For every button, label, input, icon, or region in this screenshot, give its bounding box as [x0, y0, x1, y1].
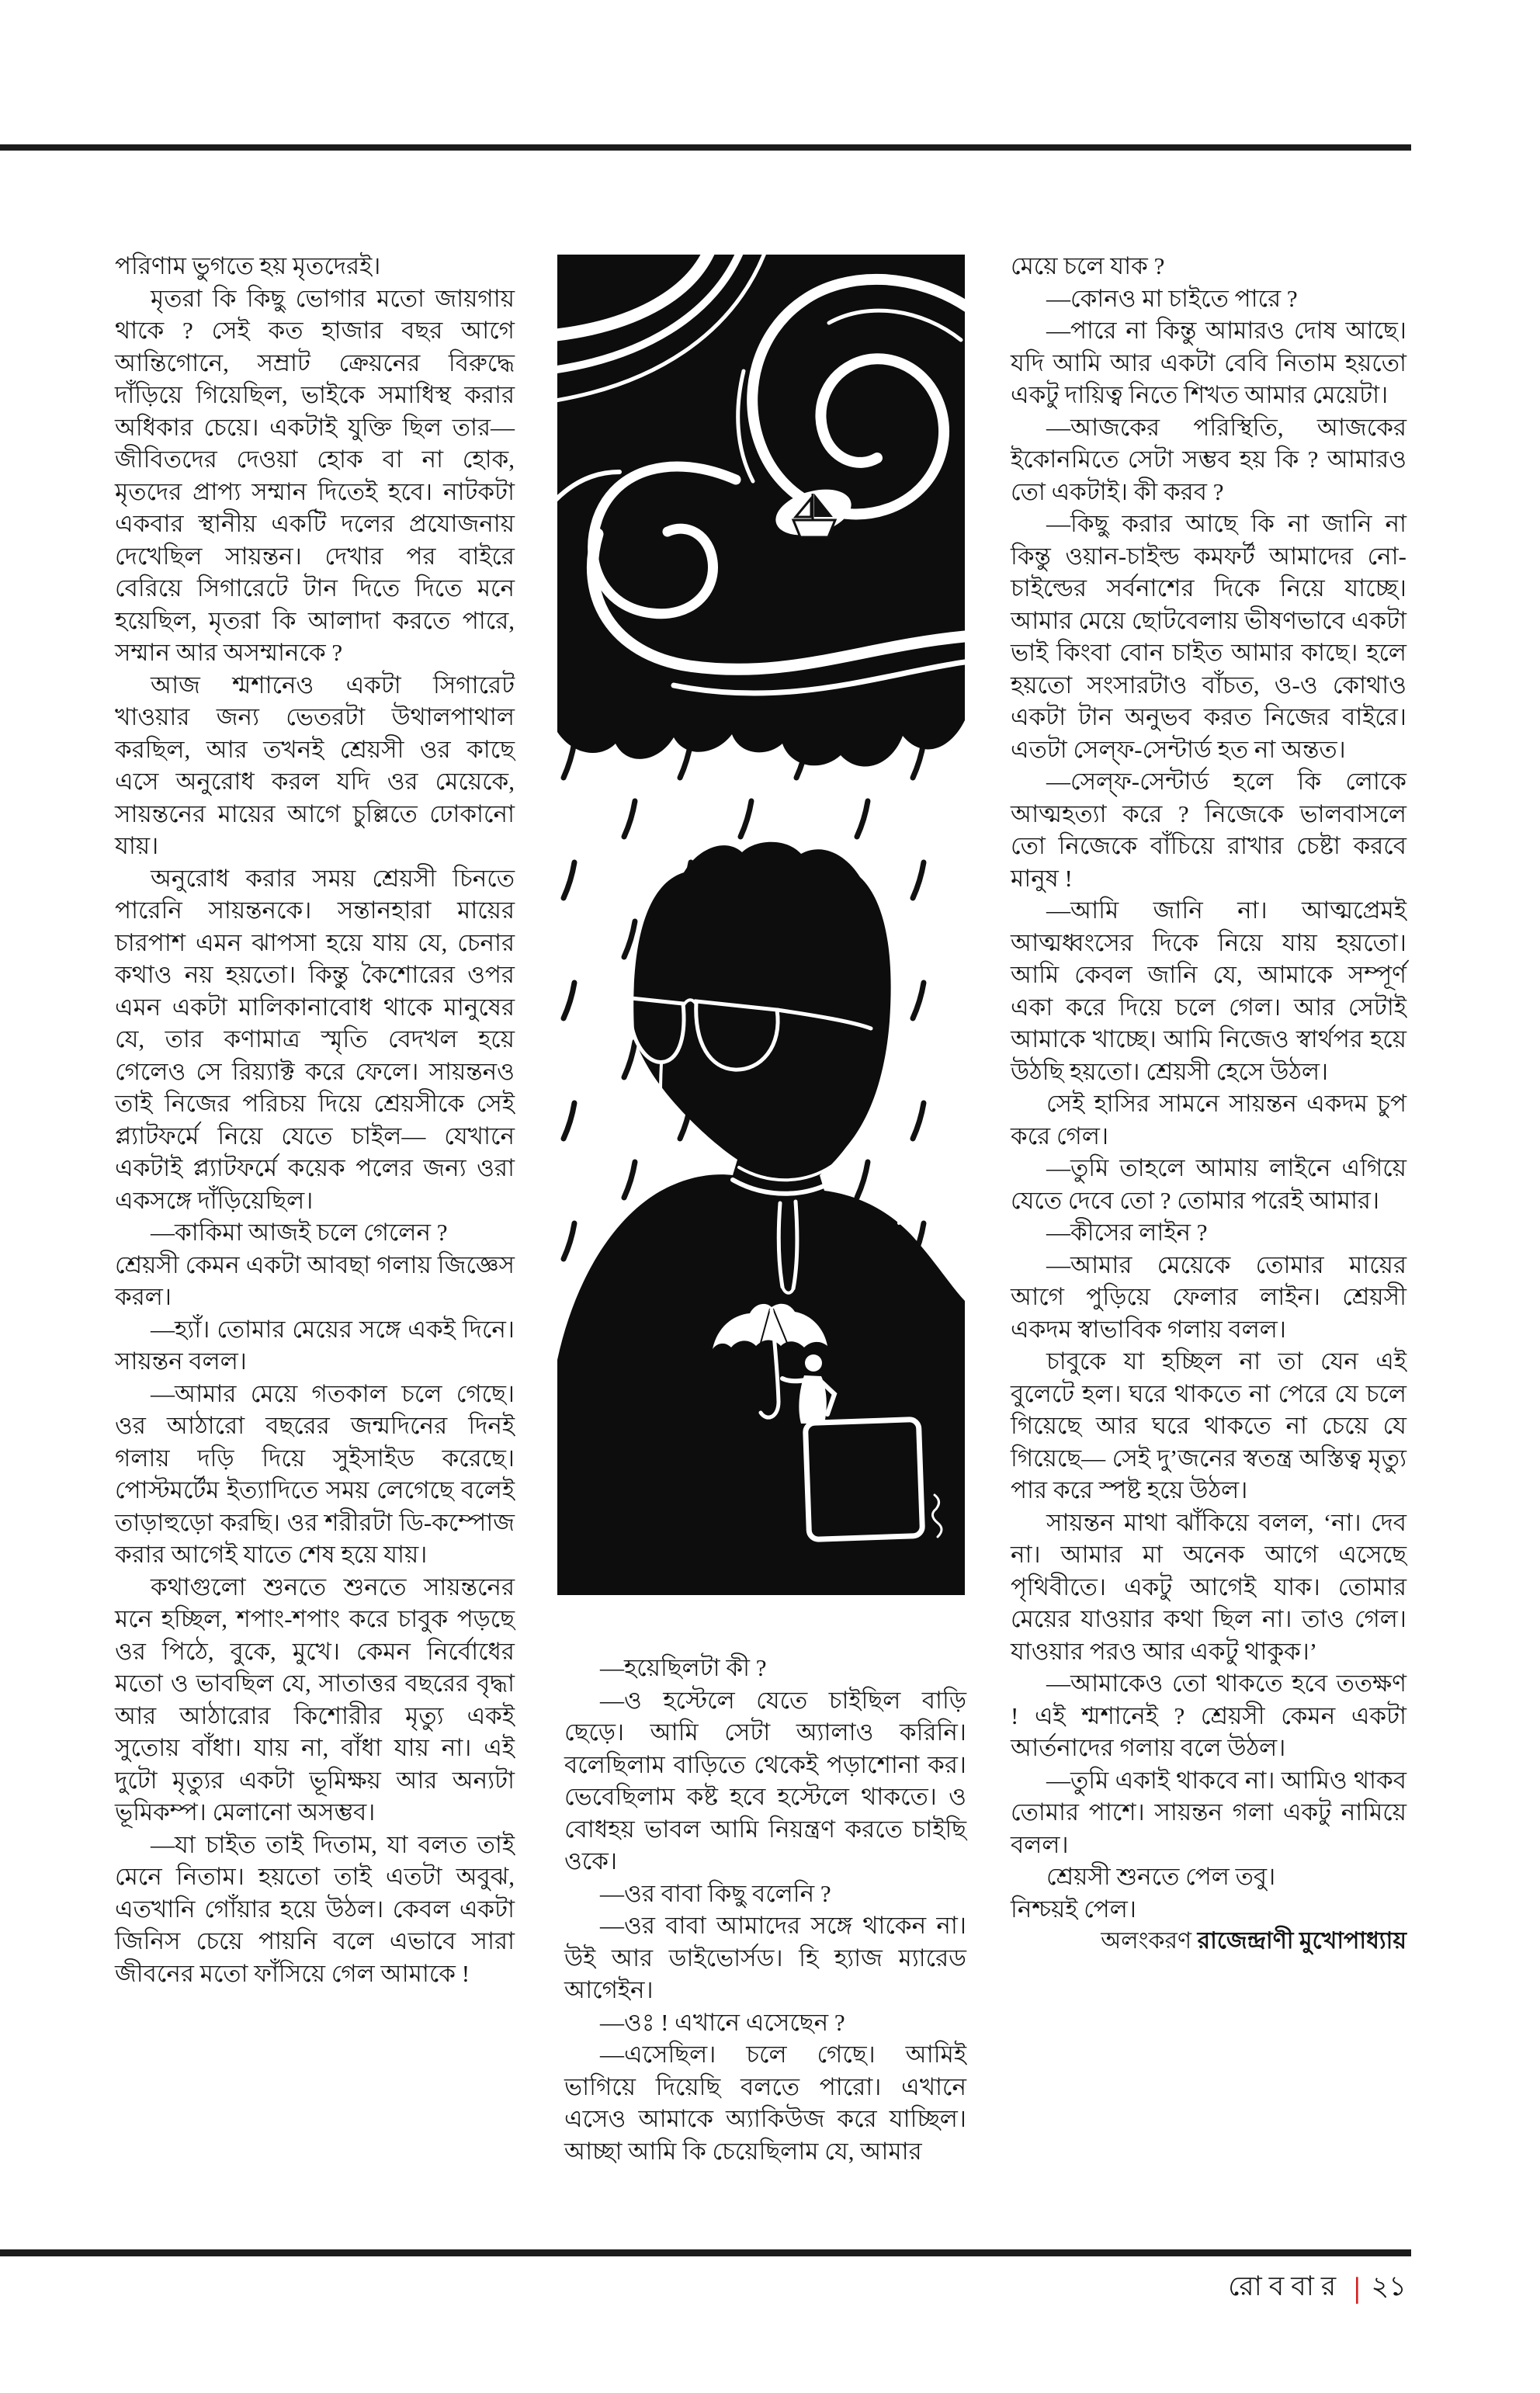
paragraph: —আমার মেয়ে গতকাল চলে গেছে। ওর আঠারো বছরের জন্মদিনের দিনই গলায় দড়ি দিয়ে সুইসাইড করেছে। পোস্টমর্টেম ইত্যাদিতে সময় লেগেছে বলেই তাড়াহুড়ো করছি। ওর শরীরটা ডি-কম্পোজ করার আগেই যাতে শেষ হয়ে যায়।: [115, 1379, 515, 1568]
paragraph: —ওঃ ! এখানে এসেছেন ?: [600, 2008, 845, 2036]
paragraph: নিশ্চয়ই পেল।: [1011, 1895, 1136, 1923]
paragraph: অনুরোধ করার সময় শ্রেয়সী চিনতে পারেনি সায়ন্তনকে। সন্তানহারা মায়ের চারপাশ এমন ঝাপসা হয়ে যায় যে, চেনার কথাও নয় হয়তো। কিন্তু কৈশোরের ওপর এমন একটা মালিকানাবোধ থাকে মানুষের যে, তার কণামাত্র স্মৃতি বেদখল হয়ে গেলেও সে রিয়্যাক্ট করে ফেলে। সায়ন্তনও তাই নিজের পরিচয় দিয়ে শ্রেয়সীকে সেই প্ল্যাটফর্মে নিয়ে যেতে চাইল— যেখানে একটাই প্ল্যাটফর্মে কয়েক পলের জন্য ওরা একসঙ্গে দাঁড়িয়েছিল।: [115, 864, 515, 1214]
paragraph: পরিণাম ভুগতে হয় মৃতদেরই।: [115, 252, 381, 279]
illustration-credit: [1011, 1925, 1406, 1958]
paragraph: —আজকের পরিস্থিতি, আজকের ইকোনমিতে সেটা সম্ভব হয় কি ? আমারও তো একটাই। কী করব ?: [1011, 413, 1406, 505]
paragraph: —আমাকেও তো থাকতে হবে ততক্ষণ ! এই শ্মশানেই ? শ্রেয়সী কেমন একটা আর্তনাদের গলায় বলে উঠল।: [1011, 1670, 1406, 1761]
paragraph: —আমি জানি না। আত্মপ্রেমই আত্মধ্বংসের দিকে নিয়ে যায় হয়তো। আমি কেবল জানি যে, আমাকে সম্পূর্ণ একা করে দিয়ে চলে গেল। আর সেটাই আমাকে খাচ্ছে। আমি নিজেও স্বার্থপর হয়ে উঠছি হয়তো। শ্রেয়সী হেসে উঠল।: [1011, 897, 1406, 1085]
story-illustration: [557, 255, 965, 1595]
paragraph: —যা চাইত তাই দিতাম, যা বলত তাই মেনে নিতাম। হয়তো তাই এতটা অবুঝ, এতখানি গোঁয়ার হয়ে উঠল। কেবল একটা জিনিস চেয়ে পায়নি বলে এভাবে সারা জীবনের মতো ফাঁসিয়ে গেল আমাকে !: [115, 1830, 515, 1987]
paragraph: চাবুকে যা হচ্ছিল না তা যেন এই বুলেটে হল। ঘরে থাকতে না পেরে যে চলে গিয়েছে আর ঘরে থাকতে না চেয়ে যে গিয়েছে— সেই দু’জনের স্বতন্ত্র অস্তিত্ব মৃত্যু পার করে স্পষ্ট হয়ে উঠল।: [1011, 1347, 1406, 1503]
page-number: ২১: [1371, 2271, 1406, 2301]
page-footer: [1011, 2265, 1406, 2311]
chest-pocket: [805, 1419, 922, 1539]
top-rule: [0, 144, 1411, 151]
column-right: [1011, 250, 1406, 1958]
paragraph: —ও হস্টেলে যেতে চাইছিল বাড়ি ছেড়ে। আমি সেটা অ্যালাও করিনি। বলেছিলাম বাড়িতে থেকেই পড়াশোনা কর। ভেবেছিলাম কষ্ট হবে হস্টেলে থাকতে। ও বোধহয় ভাবল আমি নিয়ন্ত্রণ করতে চাইছি ওকে।: [564, 1686, 966, 1875]
paragraph: সায়ন্তন মাথা ঝাঁকিয়ে বলল, ‘না। দেব না। আমার মা অনেক আগে এসেছে পৃথিবীতে। একটু আগেই যাক। তোমার মেয়ের যাওয়ার কথা ছিল না। তাও গেল। যাওয়ার পরও আর একটু থাকুক।’: [1011, 1508, 1406, 1665]
column-right-paragraphs: [1011, 250, 1406, 1925]
paragraph: সেই হাসির সামনে সায়ন্তন একদম চুপ করে গেল।: [1011, 1090, 1406, 1150]
paragraph: আজ শ্মশানেও একটা সিগারেট খাওয়ার জন্য ভেতরটা উথালপাথাল করছিল, আর তখনই শ্রেয়সী ওর কাছে এসে অনুরোধ করল যদি ওর মেয়েকে, সায়ন্তনের মায়ের আগে চুল্লিতে ঢোকানো যায়।: [115, 671, 515, 859]
paragraph: —ওর বাবা কিছু বলেনি ?: [600, 1879, 831, 1907]
paragraph: শ্রেয়সী শুনতে পেল তবু।: [1046, 1863, 1276, 1890]
storm-cloud: [557, 255, 965, 767]
paragraph: শ্রেয়সী কেমন একটা আবছা গলায় জিজ্ঞেস করল।: [115, 1250, 515, 1310]
paragraph: —এসেছিল। চলে গেছে। আমিই ভাগিয়ে দিয়েছি বলতে পারো। এখানে এসেও আমাকে অ্যাকিউজ করে যাচ্ছিল। আচ্ছা আমি কি চেয়েছিলাম যে, আমার: [564, 2041, 966, 2165]
paragraph: —আমার মেয়েকে তোমার মায়ের আগে পুড়িয়ে ফেলার লাইন। শ্রেয়সী একদম স্বাভাবিক গলায় বলল।: [1011, 1250, 1406, 1343]
paragraph: —কিছু করার আছে কি না জানি না কিন্তু ওয়ান-চাইল্ড কমফর্ট আমাদের নো-চাইল্ডের সর্বনাশের দিকে নিয়ে যাচ্ছে। আমার মেয়ে ছোটবেলায় ভীষণভাবে একটা ভাই কিংবা বোন চাইত আমার কাছে। হলে হয়তো সংসারটাও বাঁচত, ও-ও কোথাও একটা টান অনুভব করত নিজের বাইরে। এতটা সেল্‌ফ-সেন্টার্ড হত না অন্তত।: [1011, 510, 1406, 763]
paragraph: —হ্যাঁ। তোমার মেয়ের সঙ্গে একই দিনে। সায়ন্তন বলল।: [115, 1315, 515, 1375]
paragraph: —তুমি তাহলে আমায় লাইনে এগিয়ে যেতে দেবে তো ? তোমার পরেই আমার।: [1011, 1154, 1406, 1214]
paragraph: —হয়েছিলটা কী ?: [600, 1654, 767, 1681]
footer-separator: |: [1354, 2271, 1361, 2305]
column-left: [115, 250, 515, 1989]
paragraph: —কীসের লাইন ?: [1046, 1219, 1208, 1246]
paragraph: মেয়ে চলে যাক ?: [1011, 252, 1165, 279]
paragraph: —তুমি একাই থাকবে না। আমিও থাকব তোমার পাশে। সায়ন্তন গলা একটু নামিয়ে বলল।: [1011, 1766, 1406, 1858]
column-middle: [564, 1652, 966, 2167]
bottom-rule: [0, 2249, 1411, 2256]
paragraph: —সেল্‌ফ-সেন্টার্ড হলে কি লোকে আত্মহত্যা করে ? নিজেকে ভালবাসলে তো নিজেকে বাঁচিয়ে রাখার চেষ্টা করবে মানুষ !: [1011, 768, 1406, 892]
paragraph: কথাগুলো শুনতে শুনতে সায়ন্তনের মনে হচ্ছিল, শপাং-শপাং করে চাবুক পড়ছে ওর পিঠে, বুকে, মুখে। কেমন নির্বোধের মতো ও ভাবছিল যে, সাতাত্তর বছরের বৃদ্ধা আর আঠারোর কিশোরীর মৃত্যু একই সুতোয় বাঁধা। যায় না, বাঁধা যায় না। এই দুটো মৃত্যুর একটা ভূমিক্ষয় আর অন্যটা ভূমিকম্প। মেলানো অসম্ভব।: [115, 1573, 515, 1826]
credit-label: অলংকরণ: [1101, 1928, 1192, 1954]
paragraph: —ওর বাবা আমাদের সঙ্গে থাকেন না। উই আর ডাইভোর্সড। হি হ্যাজ ম্যারেড আগেইন।: [564, 1912, 966, 2003]
credit-artist-name: রাজেন্দ্রাণী মুখোপাধ্যায়: [1197, 1928, 1406, 1954]
magazine-name: রোববার: [1228, 2271, 1344, 2301]
paragraph: —কাকিমা আজই চলে গেলেন ?: [151, 1219, 448, 1246]
paragraph: মৃতরা কি কিছু ভোগার মতো জায়গায় থাকে ? সেই কত হাজার বছর আগে আন্তিগোনে, সম্রাট ক্রেয়নের বিরুদ্ধে দাঁড়িয়ে গিয়েছিল, ভাইকে সমাধিস্থ করার অধিকার চেয়ে। একটাই যুক্তি ছিল তার— জীবিতদের দেওয়া হোক বা না হোক, মৃতদের প্রাপ্য সম্মান দিতেই হবে। নাটকটা একবার স্থানীয় একটি দলের প্রযোজনায় দেখেছিল সায়ন্তন। দেখার পর বাইরে বেরিয়ে সিগারেটে টান দিতে দিতে মনে হয়েছিল, মৃতরা কি আলাদা করতে পারে, সম্মান আর অসম্মানকে ?: [115, 284, 515, 666]
paragraph: —পারে না কিন্তু আমারও দোষ আছে। যদি আমি আর একটা বেবি নিতাম হয়তো একটু দায়িত্ব নিতে শিখত আমার মেয়েটা।: [1011, 317, 1406, 408]
paragraph: —কোনও মা চাইতে পারে ?: [1046, 284, 1298, 312]
